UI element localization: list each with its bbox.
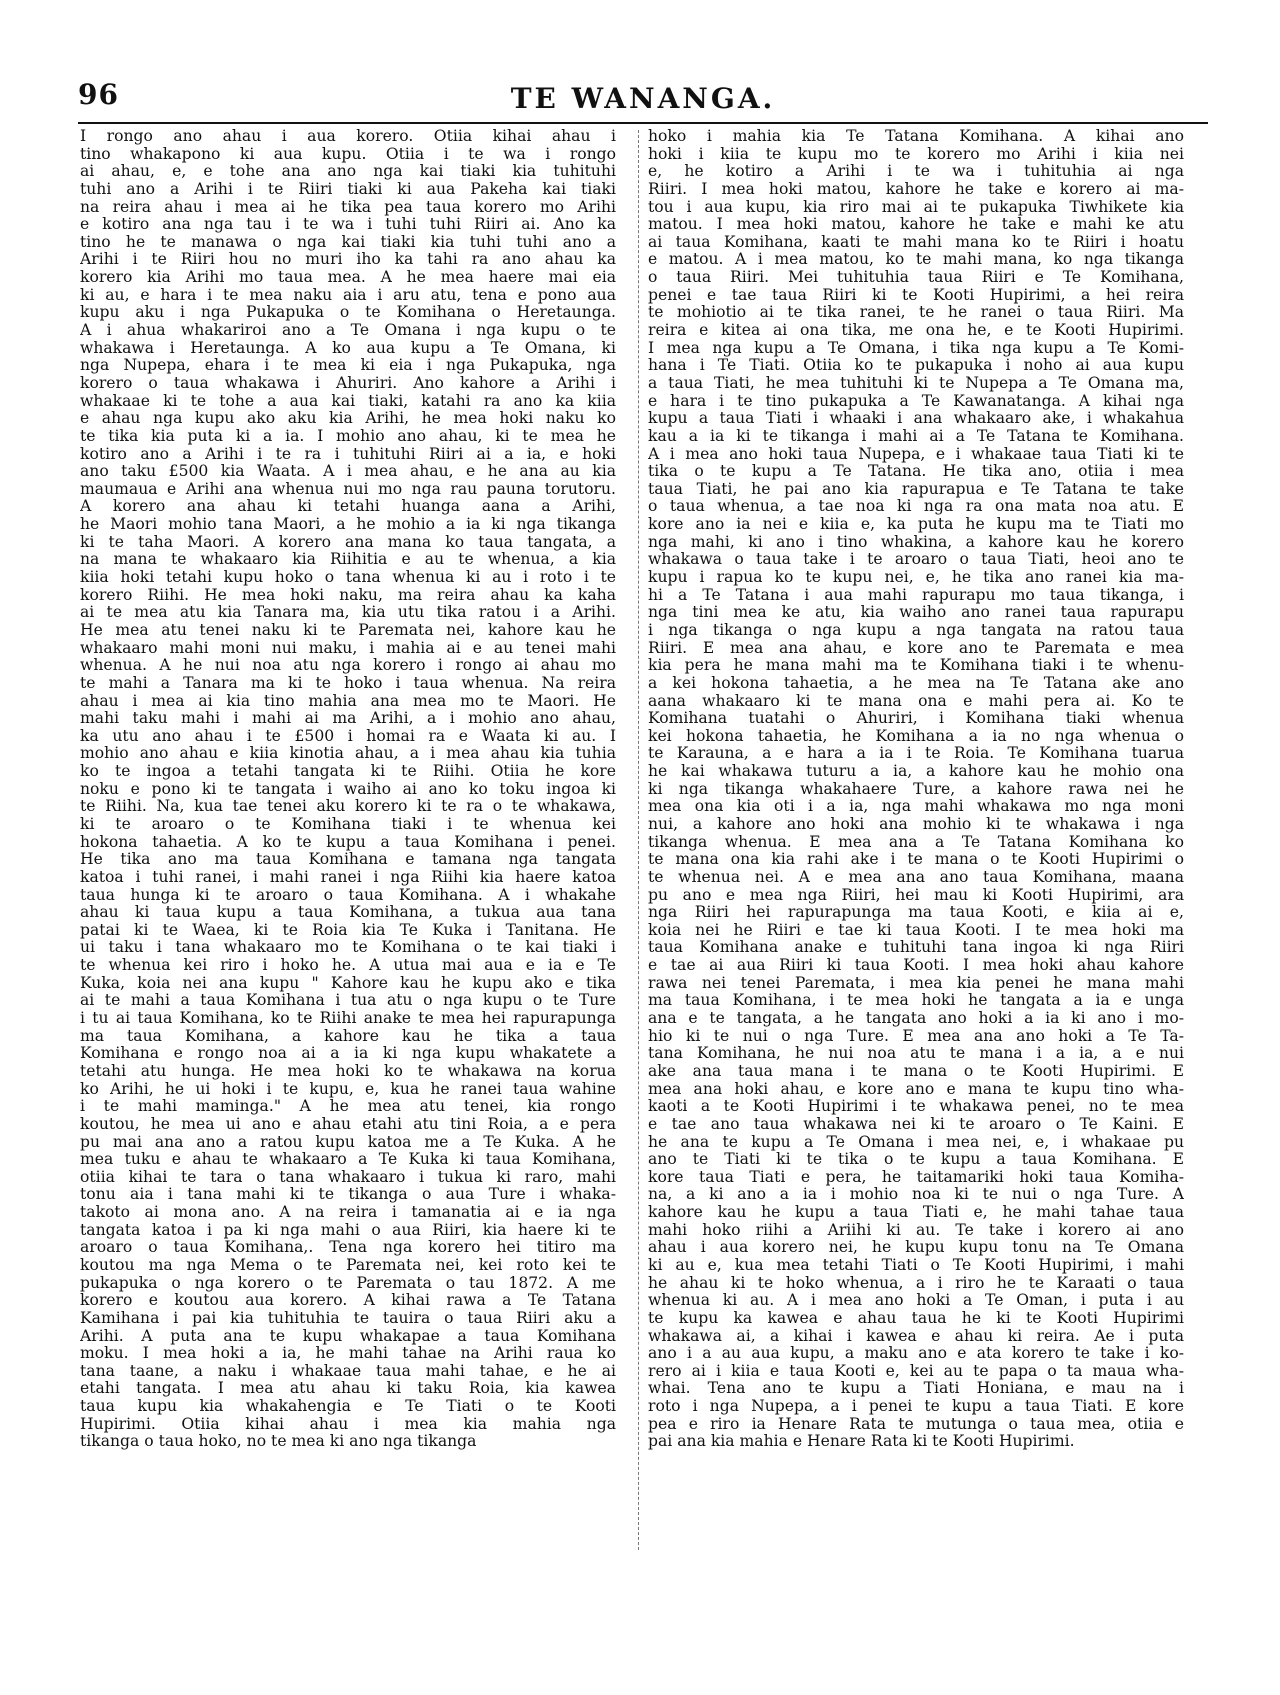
- text-line: whakawa i Heretaunga. A ko aua kupu a Te Omana, ki: [80, 339, 616, 357]
- text-line: ko Arihi, he ui hoki i te kupu, e, kua he ranei taua wahine: [80, 1080, 616, 1098]
- text-line: pea e riro ia Henare Rata te mutunga o taua mea, otiia e: [648, 1415, 1184, 1433]
- text-line: hoki i kiia te kupu mo te korero mo Arihi i kiia nei: [648, 145, 1184, 163]
- text-line: te mahi a Tanara ma ki te hoko i taua whenua. Na reira: [80, 674, 616, 692]
- text-line: A korero ana ahau ki tetahi huanga aana a Arihi,: [80, 498, 616, 516]
- text-line: ai te mahi a taua Komihana i tua atu o nga kupu o te Ture: [80, 992, 616, 1010]
- text-line: ake ana taua mana i te mana o te Kooti Hupirimi. E: [648, 1062, 1184, 1080]
- text-line: maumaua e Arihi ana whenua nui mo nga rau pauna torutoru.: [80, 480, 616, 498]
- text-line: e ahau nga kupu ako aku kia Arihi, he mea hoki naku ko: [80, 410, 616, 428]
- text-line: ahau i mea ai kia tino mahia ana mea mo te Maori. He: [80, 692, 616, 710]
- text-line: e tae ano taua whakawa nei ki te aroaro o Te Kaini. E: [648, 1115, 1184, 1133]
- text-line: Kuka, koia nei ana kupu " Kahore kau he kupu ako e tika: [80, 974, 616, 992]
- text-line: te Riihi. Na, kua tae tenei aku korero ki te ra o te whakawa,: [80, 798, 616, 816]
- text-line: Kamihana i pai kia tuhituhia te tauira o taua Riiri aku a: [80, 1309, 616, 1327]
- right-column: [648, 128, 1184, 1608]
- text-line: a taua Tiati, he mea tuhituhi ki te Nupepa a Te Omana ma,: [648, 374, 1184, 392]
- text-line: e tae ai aua Riiri ki taua Kooti. I mea hoki ahau kahore: [648, 957, 1184, 975]
- text-line: tino he te manawa o nga kai tiaki kia tuhi tuhi ano a: [80, 233, 616, 251]
- text-line: te whenua kei riro i hoko he. A utua mai aua e ia e Te: [80, 957, 616, 975]
- journal-title: TE WANANGA.: [510, 82, 776, 115]
- text-line: whakaaro mahi moni nui maku, i mahia ai e au tenei mahi: [80, 639, 616, 657]
- text-line: Hupirimi. Otiia kihai ahau i mea kia mahia nga: [80, 1415, 616, 1433]
- text-line: Riiri. E mea ana ahau, e kore ano te Paremata e mea: [648, 639, 1184, 657]
- text-line: ma taua Komihana, a kahore kau he tika a taua: [80, 1027, 616, 1045]
- text-line: he kai whakawa tuturu a ia, a kahore kau he mohio ona: [648, 763, 1184, 781]
- text-line: na mana te whakaaro kia Riihitia e au te whenua, a kia: [80, 551, 616, 569]
- text-line: he Maori mohio tana Maori, a he mohio a ia ki nga tikanga: [80, 516, 616, 534]
- text-line: nga Nupepa, ehara i te mea ki eia i nga Pukapuka, nga: [80, 357, 616, 375]
- text-line: whenua. A he nui noa atu nga korero i rongo ai ahau mo: [80, 657, 616, 675]
- page-header: [78, 78, 1208, 118]
- text-line: kore taua Tiati e pera, he taitamariki hoki taua Komiha-: [648, 1168, 1184, 1186]
- text-line: te tika kia puta ki a ia. I mohio ano ahau, ki te mea he: [80, 427, 616, 445]
- text-line: reira e kitea ai ona tika, me ona he, e te Kooti Hupirimi.: [648, 322, 1184, 340]
- header-rule: [78, 122, 1208, 124]
- text-line: ui taku i tana whakaaro mo te Komihana o te kai tiaki i: [80, 939, 616, 957]
- text-line: taua kupu kia whakahengia e Te Tiati o te Kooti: [80, 1398, 616, 1416]
- text-line: koutou ma nga Mema o te Paremata nei, kei roto kei te: [80, 1257, 616, 1274]
- text-line: He tika ano ma taua Komihana e tamana nga tangata: [80, 851, 616, 869]
- text-line: tikanga whenua. E mea ana a Te Tatana Komihana ko: [648, 833, 1184, 851]
- text-line: Komihana e rongo noa ai a ia ki nga kupu whakatete a: [80, 1045, 616, 1063]
- text-line: ano taku £500 kia Waata. A i mea ahau, e he ana au kia: [80, 463, 616, 481]
- text-line: ai ahau, e, e tohe ana ano nga kai tiaki kia tuhituhi: [80, 163, 616, 181]
- column-divider: [638, 130, 639, 1550]
- text-line: e matou. A i mea matou, ko te mahi mana, ko nga tikanga: [648, 251, 1184, 269]
- text-line: Arihi i te Riiri hou no muri iho ka tahi ra ano ahau ka: [80, 251, 616, 269]
- text-line: he ahau ki te hoko whenua, a i riro he te Karaati o taua: [648, 1274, 1184, 1292]
- text-line: pai ana kia mahia e Henare Rata ki te Kooti Hupirimi.: [648, 1433, 1075, 1451]
- text-line: mohio ano ahau e kiia kinotia ahau, a i mea ahau kia tuhia: [80, 745, 616, 763]
- text-line: ki au, e hara i te mea naku aia i aru atu, tena e pono aua: [80, 286, 616, 304]
- text-line: He mea atu tenei naku ki te Paremata nei, kahore kau he: [80, 621, 616, 639]
- text-line: na, a ki ano a ia i mohio noa ki te nui o nga Ture. A: [648, 1186, 1184, 1204]
- text-line: ki te taha Maori. A korero ana mana ko taua tangata, a: [80, 533, 616, 551]
- text-line: kei hokona tahaetia, he Komihana a ia no nga whenua o: [648, 727, 1184, 745]
- text-line: penei e tae taua Riiri ki te Kooti Hupirimi, a hei reira: [648, 286, 1184, 304]
- text-line: kupu a taua Tiati i whaaki i ana whakaaro ake, i whakahua: [648, 410, 1184, 428]
- text-line: ki te aroaro o te Komihana tiaki i te whenua kei: [80, 815, 616, 833]
- text-line: takoto ai mona ano. A na reira i tamanatia ai e ia nga: [80, 1204, 616, 1222]
- text-line: kiia hoki tetahi kupu hoko o tana whenua ki au i roto i te: [80, 569, 616, 587]
- text-line: korero kia Arihi mo taua mea. A he mea haere mai eia: [80, 269, 616, 287]
- text-line: hi a Te Tatana i aua mahi rapurapu mo taua tikanga, i: [648, 586, 1184, 604]
- text-line: ahau i aua korero nei, he kupu kupu tonu na Te Omana: [648, 1239, 1184, 1257]
- text-line: koutou, he mea ui ano e ahau etahi atu tini Roia, a e pera: [80, 1115, 616, 1133]
- text-line: taua hunga ki te aroaro o taua Komihana. A i whakahe: [80, 886, 616, 904]
- left-column: [80, 128, 616, 1608]
- text-line: Arihi. A puta ana te kupu whakapae a taua Komihana: [80, 1327, 616, 1345]
- text-line: kaoti a te Kooti Hupirimi i te whakawa penei, no te mea: [648, 1098, 1184, 1116]
- text-line: noku e pono ki te tangata i waiho ai ano ko toku ingoa ki: [80, 780, 616, 798]
- text-line: tonu aia i tana mahi ki te tikanga o aua Ture i whaka-: [80, 1186, 616, 1204]
- text-line: roto i nga Nupepa, a i penei te kupu a taua Tiati. E kore: [648, 1398, 1184, 1416]
- text-line: te whenua nei. A e mea ana ano taua Komihana, maana: [648, 868, 1184, 886]
- text-line: ahau ki taua kupu a taua Komihana, a tukua aua tana: [80, 904, 616, 922]
- text-line: mea ona kia oti i a ia, nga mahi whakawa mo nga moni: [648, 798, 1184, 816]
- text-line: te kupu ka kawea e ahau taua he ki te Kooti Hupirimi: [648, 1309, 1184, 1327]
- text-line: te Karauna, a e hara a ia i te Roia. Te Komihana tuarua: [648, 745, 1184, 763]
- text-line: tangata katoa i pa ki nga mahi o aua Riiri, kia haere ki te: [80, 1221, 616, 1239]
- text-line: I mea nga kupu a Te Omana, i tika nga kupu a Te Komi-: [648, 339, 1184, 357]
- text-line: mea tuku e ahau te whakaaro a Te Kuka ki taua Komihana,: [80, 1151, 616, 1169]
- text-line: ko te ingoa a tetahi tangata ki te Riihi. Otiia he kore: [80, 763, 616, 781]
- text-line: whakawa ai, a kihai i kawea e ahau ki reira. Ae i puta: [648, 1327, 1184, 1345]
- text-line: ai te mea atu kia Tanara ma, kia utu tika ratou i a Arihi.: [80, 604, 616, 622]
- text-line: nui, a kahore ano hoki ana mohio ki te whakawa i nga: [648, 815, 1184, 833]
- text-line: whai. Tena ano te kupu a Tiati Honiana, e mau na i: [648, 1380, 1184, 1398]
- text-line: mahi hoko riihi a Ariihi ki au. Te take i korero ai ano: [648, 1221, 1184, 1239]
- text-line: patai ki te Waea, ki te Roia kia Te Kuka i Tanitana. He: [80, 921, 616, 939]
- text-line: pukapuka o nga korero o te Paremata o tau 1872. A me: [80, 1274, 616, 1292]
- text-line: etahi tangata. I mea atu ahau ki taku Roia, kia kawea: [80, 1380, 616, 1398]
- text-line: mea ana hoki ahau, e kore ano e mana te kupu tino wha-: [648, 1080, 1184, 1098]
- text-line: mahi taku mahi i mahi ai ma Arihi, a i mohio ano ahau,: [80, 710, 616, 728]
- text-line: katoa i tuhi ranei, i mahi ranei i nga Riihi kia haere katoa: [80, 868, 616, 886]
- text-line: i te mahi maminga." A he mea atu tenei, kia rongo: [80, 1098, 616, 1116]
- text-line: o taua Riiri. Mei tuhituhia taua Riiri e Te Komihana,: [648, 269, 1184, 287]
- text-line: rawa nei tenei Paremata, i mea kia penei he mana mahi: [648, 974, 1184, 992]
- text-line: tana Komihana, he nui noa atu te mana i a ia, a e nui: [648, 1045, 1184, 1063]
- text-line: tino whakapono ki aua kupu. Otiia i te wa i rongo: [80, 145, 616, 163]
- text-line: aana whakaaro ki te mana ona e mahi pera ai. Ko te: [648, 692, 1184, 710]
- text-line: korero e koutou aua korero. A kihai rawa a Te Tatana: [80, 1292, 616, 1310]
- text-line: ki au e, kua mea tetahi Tiati o Te Kooti Hupirimi, i mahi: [648, 1257, 1184, 1274]
- text-line: tikanga o taua hoko, no te mea ki ano nga tikanga: [80, 1433, 477, 1451]
- text-line: Komihana tuatahi o Ahuriri, i Komihana tiaki whenua: [648, 710, 1184, 728]
- text-line: e hara i te tino pukapuka a Te Kawanatanga. A kihai nga: [648, 392, 1184, 410]
- text-line: ma taua Komihana, i te mea hoki he tangata a ia e unga: [648, 992, 1184, 1010]
- text-line: nga mahi, ki ano i tino whakina, a kahore kau he korero: [648, 533, 1184, 551]
- text-line: koia nei he Riiri e tae ki taua Kooti. I te mea hoki ma: [648, 921, 1184, 939]
- page-number: 96: [78, 78, 119, 111]
- text-line: he ana te kupu a Te Omana i mea nei, e, i whakaae pu: [648, 1133, 1184, 1151]
- text-line: A i mea ano hoki taua Nupepa, e i whakaae taua Tiati ki te: [648, 445, 1184, 463]
- text-line: a kei hokona tahaetia, a he mea na Te Tatana ake ano: [648, 674, 1184, 692]
- text-line: pu ano e mea nga Riiri, hei mau ki Kooti Hupirimi, ara: [648, 886, 1184, 904]
- text-line: rero ai i kiia e taua Kooti e, kei au te papa o ta maua wha-: [648, 1362, 1184, 1380]
- text-line: ana e te tangata, a he tangata ano hoki a ia ki ano i mo-: [648, 1010, 1184, 1028]
- text-line: hana i Te Tiati. Otiia ko te pukapuka i noho ai aua kupu: [648, 357, 1184, 375]
- text-line: kore ano ia nei e kiia e, ka puta he kupu ma te Tiati mo: [648, 516, 1184, 534]
- text-line: kupu aku i nga Pukapuka o te Komihana o Heretaunga.: [80, 304, 616, 322]
- text-line: i tu ai taua Komihana, ko te Riihi anake te mea hei rapurapunga: [80, 1010, 616, 1028]
- text-line: nga Riiri hei rapurapunga ma taua Kooti, e kiia ai e,: [648, 904, 1184, 922]
- text-line: taua Komihana anake e tuhituhi tana ingoa ki nga Riiri: [648, 939, 1184, 957]
- text-line: tou i aua kupu, kia riro mai ai te pukapuka Tiwhikete kia: [648, 198, 1184, 216]
- text-line: I rongo ano ahau i aua korero. Otiia kihai ahau i: [80, 128, 616, 145]
- text-line: A i ahua whakariroi ano a Te Omana i nga kupu o te: [80, 322, 616, 340]
- text-line: tetahi atu hunga. He mea hoki ko te whakawa na korua: [80, 1062, 616, 1080]
- text-line: pu mai ana ano a ratou kupu katoa me a Te Kuka. A he: [80, 1133, 616, 1151]
- text-line: tana taane, a naku i whakaae taua mahi tahae, e he ai: [80, 1362, 616, 1380]
- text-line: te mana ona kia rahi ake i te mana o te Kooti Hupirimi o: [648, 851, 1184, 869]
- text-line: kupu i rapua ko te kupu nei, e, he tika ano ranei kia ma-: [648, 569, 1184, 587]
- text-line: Riiri. I mea hoki matou, kahore he take e korero ai ma-: [648, 180, 1184, 198]
- text-line: ano i a au aua kupu, a maku ano e ata korero te take i ko-: [648, 1345, 1184, 1363]
- text-line: whakawa o taua take i te aroaro o taua Tiati, heoi ano te: [648, 551, 1184, 569]
- text-line: ano te Tiati ki te tika o te kupu a taua Komihana. E: [648, 1151, 1184, 1169]
- text-line: nga tini mea ke atu, kia waiho ano ranei taua rapurapu: [648, 604, 1184, 622]
- text-line: hio ki te nui o nga Ture. E mea ana ano hoki a Te Ta-: [648, 1027, 1184, 1045]
- text-line: kia pera he mana mahi ma te Komihana tiaki i te whenu-: [648, 657, 1184, 675]
- text-line: otiia kihai te tara o tana whakaaro i tukua ki raro, mahi: [80, 1168, 616, 1186]
- text-line: matou. I mea hoki matou, kahore he take e mahi ke atu: [648, 216, 1184, 234]
- text-line: whenua ki au. A i mea ano hoki a Te Oman, i puta i au: [648, 1292, 1184, 1310]
- text-line: o taua whenua, a tae noa ki nga ra ona mata noa atu. E: [648, 498, 1184, 516]
- text-line: tika o te kupu a Te Tatana. He tika ano, otiia i mea: [648, 463, 1184, 481]
- text-line: kahore kau he kupu a taua Tiati e, he mahi tahae taua: [648, 1204, 1184, 1222]
- text-line: ai taua Komihana, kaati te mahi mana ko te Riiri i hoatu: [648, 233, 1184, 251]
- text-line: e kotiro ana nga tau i te wa i tuhi tuhi Riiri ai. Ano ka: [80, 216, 616, 234]
- text-line: korero o taua whakawa i Ahuriri. Ano kahore a Arihi i: [80, 374, 616, 392]
- text-line: moku. I mea hoki a ia, he mahi tahae na Arihi raua ko: [80, 1345, 616, 1363]
- text-line: i nga tikanga o nga kupu a nga tangata na ratou taua: [648, 621, 1184, 639]
- text-line: hokona tahaetia. A ko te kupu a taua Komihana i penei.: [80, 833, 616, 851]
- text-line: taua Tiati, he pai ano kia rapurapua e Te Tatana te take: [648, 480, 1184, 498]
- text-line: whakaae ki te tohe a aua kai tiaki, katahi ra ano ka kiia: [80, 392, 616, 410]
- text-line: te mohiotio ai te tika ranei, te he ranei o taua Riiri. Ma: [648, 304, 1184, 322]
- text-line: aroaro o taua Komihana,. Tena nga korero hei titiro ma: [80, 1239, 616, 1257]
- text-line: ka utu ano ahau i te £500 i homai ra e Waata ki au. I: [80, 727, 616, 745]
- text-line: korero Riihi. He mea hoki naku, ma reira ahau ka kaha: [80, 586, 616, 604]
- text-line: e, he kotiro a Arihi i te wa i tuhituhia ai nga: [648, 163, 1184, 181]
- text-line: hoko i mahia kia Te Tatana Komihana. A kihai ano: [648, 128, 1184, 145]
- text-line: na reira ahau i mea ai he tika pea taua korero mo Arihi: [80, 198, 616, 216]
- text-line: ki nga tikanga whakahaere Ture, a kahore rawa nei he: [648, 780, 1184, 798]
- text-line: tuhi ano a Arihi i te Riiri tiaki ki aua Pakeha kai tiaki: [80, 180, 616, 198]
- text-line: kau a ia ki te tikanga i mahi ai a Te Tatana te Komihana.: [648, 427, 1184, 445]
- text-line: kotiro ano a Arihi i te ra i tuhituhi Riiri ai a ia, e hoki: [80, 445, 616, 463]
